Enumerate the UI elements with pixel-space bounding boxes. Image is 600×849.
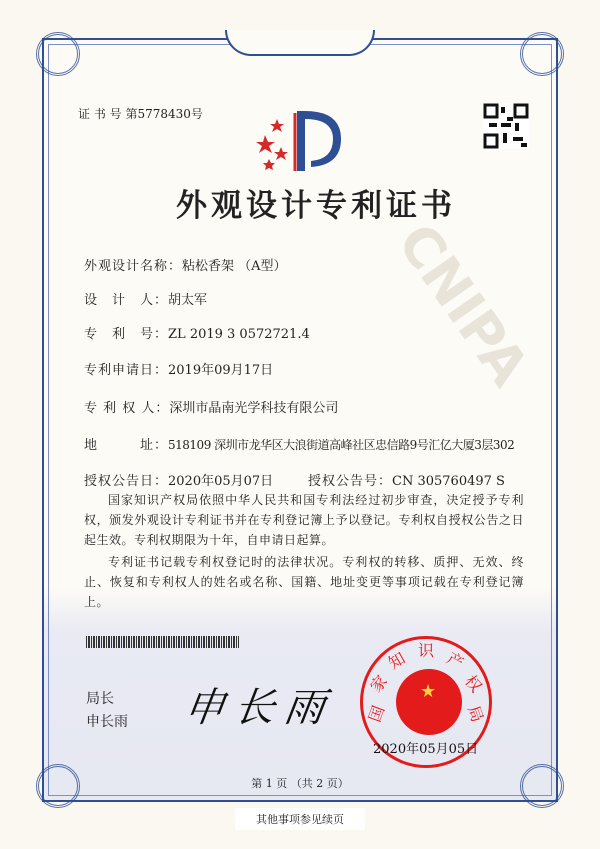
corner-ornament (520, 32, 564, 76)
page-title: 外观设计专利证书 (176, 188, 456, 224)
seal-date: 2020年05月05日 (373, 742, 479, 757)
seal-character: 知 (385, 648, 409, 673)
qr-code-icon (483, 103, 529, 149)
field-grant-date: 授权公告日：2020年05月07日 (84, 474, 274, 489)
watermark: CNIPA (385, 212, 541, 398)
signatory-title: 局长 (86, 691, 114, 707)
seal-character: 识 (418, 641, 435, 660)
field-application-date: 专利申请日：2019年09月17日 (84, 363, 274, 378)
seal-character: 国 (364, 703, 389, 725)
field-designer: 设 计 人：胡太军 (84, 293, 208, 308)
field-grant-number: 授权公告号：CN 305760497 S (308, 474, 505, 489)
field-patent-number: 专 利 号：ZL 2019 3 0572721.4 (84, 327, 310, 342)
top-ornament (225, 30, 375, 56)
paragraph: 专利证书记载专利权登记时的法律状况。专利权的转移、质押、无效、终止、恢复和专利权人的姓名或名称、国籍、地址变更等事项记载在专利登记簿上。 (84, 555, 524, 609)
corner-ornament (36, 32, 80, 76)
seal-character: 局 (463, 703, 488, 725)
certificate-number: 证 书 号 第5778430号 (78, 107, 203, 121)
field-design-name: 外观设计名称：粘松香架 （A型） (84, 259, 287, 274)
paragraph: 国家知识产权局依照中华人民共和国专利法经过初步审查，决定授予专利权，颁发外观设计专利证书并在专利登记簿上予以登记。专利权自授权公告之日起生效。专利权期限为十年，自申请日起算。 (84, 493, 524, 547)
signature: 申长雨 (181, 685, 338, 731)
seal-character: 权 (460, 671, 486, 696)
footer-note: 其他事项参见续页 (235, 808, 365, 830)
field-address: 地 址：518109 深圳市龙华区大浪街道高峰社区忠信路9号汇亿大厦3层302 (84, 438, 515, 453)
star-icon: ★ (420, 681, 437, 702)
seal-character: 家 (366, 671, 392, 696)
barcode (86, 636, 239, 648)
seal-character: 产 (443, 648, 467, 673)
field-patentee: 专 利 权 人：深圳市晶南光学科技有限公司 (84, 401, 339, 416)
signatory-name: 申长雨 (86, 714, 128, 730)
page-indicator: 第 1 页 （共 2 页） (251, 777, 349, 790)
official-seal (360, 636, 492, 768)
cnipa-logo-icon (255, 105, 345, 173)
